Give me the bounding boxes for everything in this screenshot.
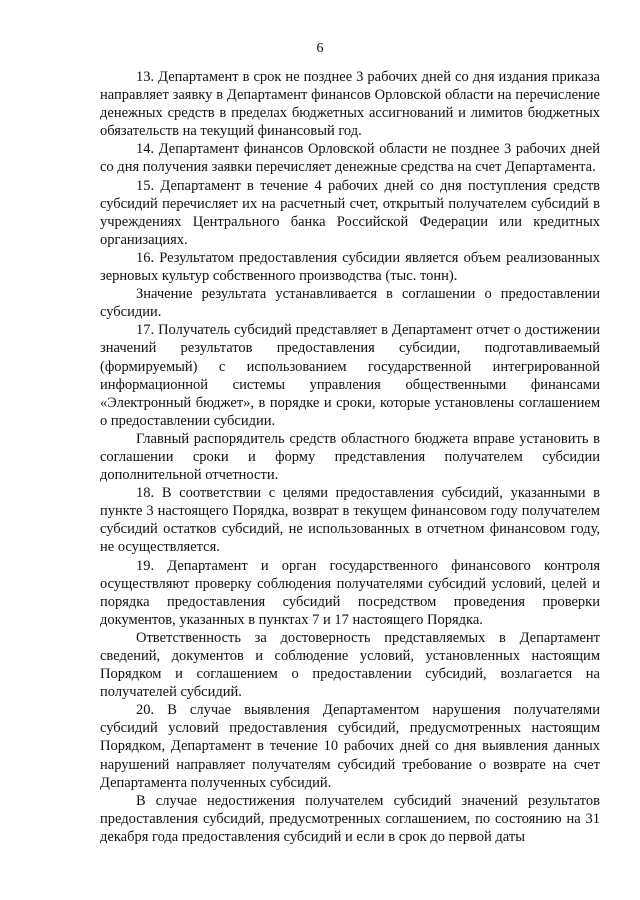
paragraph-17: 17. Получатель субсидий представляет в Департамент отчет о достижении значений результатов предоставления субсидии, подготавливаемый (формируемый) с использованием государственной интегрированной информационной системы управления общественными финансами «Электронный бюджет», в порядке и сроки, которые установлены соглашением о предоставлении субсидии. xyxy=(100,322,600,429)
page-number: 6 xyxy=(316,41,324,56)
paragraph-20: 20. В случае выявления Департаментом нарушения получателями субсидий условий предоставления субсидий, предусмотренных настоящим Порядком, Департамент в течение 10 рабочих дней со дня выявления данных нарушений направляет получателям субсидий требование о возврате на счет Департамента полученных субсидий. xyxy=(100,702,600,791)
paragraph-15: 15. Департамент в течение 4 рабочих дней со дня поступления средств субсидий перечисляет их на расчетный счет, открытый получателем субсидий в учреждениях Центрального банка Российской Федерации или кредитных организациях. xyxy=(100,177,600,248)
paragraph-19-continuation: Ответственность за достоверность представляемых в Департамент сведений, документов и соблюдение условий, установленных настоящим Порядком и соглашением о предоставлении субсидий, возлагается на получателей субсидий. xyxy=(100,629,600,701)
paragraph-18: 18. В соответствии с целями предоставления субсидий, указанными в пункте 3 настоящего Порядка, возврат в текущем финансовом году получателем субсидий остатков субсидий, не использованных в отчетном финансовом году, не осуществляется. xyxy=(100,485,600,556)
paragraph-14: 14. Департамент финансов Орловской области не позднее 3 рабочих дней со дня получения заявки перечисляет денежные средства на счет Департамента. xyxy=(100,141,600,176)
paragraph-20-continuation: В случае недостижения получателем субсидий значений результатов предоставления субсидий, предусмотренных соглашением, по состоянию на 31 декабря года предоставления субсидий и если в срок до первой даты xyxy=(100,792,600,845)
document-body xyxy=(100,68,600,846)
paragraph-13: 13. Департамент в срок не позднее 3 рабочих дней со дня издания приказа направляет заявку в Департамент финансов Орловской области на перечисление денежных средств в пределах бюджетных ассигнований и лимитов бюджетных обязательств на текущий финансовый год. xyxy=(100,69,600,140)
paragraph-16: 16. Результатом предоставления субсидии является объем реализованных зерновых культур собственного производства (тыс. тонн). xyxy=(100,249,600,285)
paragraph-17-continuation: Главный распорядитель средств областного бюджета вправе установить в соглашении сроки и форму представления получателем субсидии дополнительной отчетности. xyxy=(100,430,600,484)
paragraph-16-continuation: Значение результата устанавливается в соглашении о предоставлении субсидии. xyxy=(100,286,600,321)
paragraph-19: 19. Департамент и орган государственного финансового контроля осуществляют проверку соблюдения получателями субсидий условий, целей и порядка предоставления субсидий посредством проведения проверки документов, указанных в пунктах 7 и 17 настоящего Порядка. xyxy=(100,557,600,628)
